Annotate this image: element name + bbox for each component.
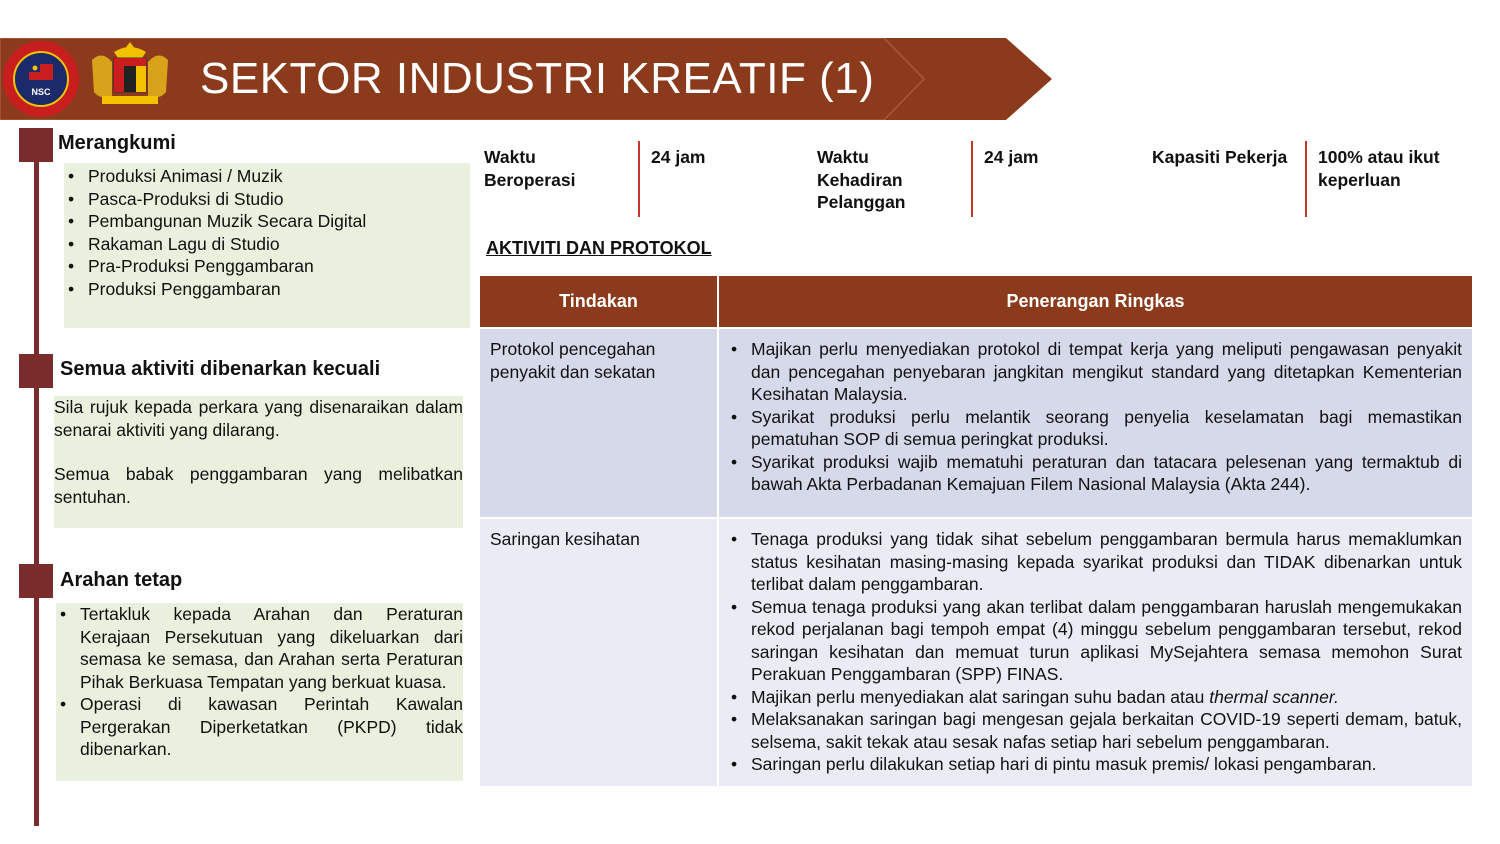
point-text: Majikan perlu menyediakan alat saringan suhu badan atau [751, 686, 1205, 707]
list-item: • Syarikat produksi perlu melantik seorang penyelia keselamatan bagi memastikan pematuhan SOP di semua peringkat produksi. [729, 406, 1462, 451]
page-title: SEKTOR INDUSTRI KREATIF (1) [200, 54, 875, 103]
list-item: • Operasi di kawasan Perintah Kawalan Pergerakan Diperketatkan (PKPD) tidak dibenarkan. [56, 693, 463, 761]
arahan-heading: Arahan tetap [60, 569, 183, 591]
waktu-kehadiran-value: 24 jam [984, 147, 1039, 167]
waktu-operasi-label: Waktu Beroperasi [484, 147, 576, 190]
kapasiti-value: 100% atau ikut keperluan [1318, 147, 1440, 190]
arahan-list [56, 603, 463, 761]
tindakan-cell: Saringan kesihatan [480, 518, 718, 786]
tindakan-cell: Protokol pencegahan penyakit dan sekatan [480, 328, 718, 518]
column-header-penerangan: Penerangan Ringkas [718, 276, 1472, 328]
kecuali-box [54, 396, 463, 528]
nsc-logo-icon [2, 40, 80, 118]
separator [1305, 141, 1307, 217]
aktiviti-title: AKTIVITI DAN PROTOKOL [486, 238, 712, 258]
list-item: • Rakaman Lagu di Studio [64, 233, 470, 256]
kecuali-heading: Semua aktiviti dibenarkan kecuali [60, 358, 381, 380]
coat-of-arms-icon [84, 40, 176, 110]
timeline-marker-kecuali [19, 354, 53, 388]
table-row [480, 328, 1472, 518]
timeline-marker-merangkumi [19, 128, 53, 162]
merangkumi-list [64, 163, 470, 300]
list-item: • Semua tenaga produksi yang akan terlibat dalam penggambaran haruslah mengemukakan rekod perjalanan bagi tempoh empat (4) minggu sebelum penggambaran tersebut, rekod saringan kesihatan dan memuat turun aplikasi MySejahtera semasa memohon Surat Perakuan Penggambaran (SPP) FINAS. [729, 596, 1462, 686]
list-item: • Syarikat produksi wajib mematuhi peraturan dan tatacara pelesenan yang termaktub di bawah Akta Perbadanan Kemajuan Filem Nasional Malaysia (Akta 244). [729, 451, 1462, 496]
merangkumi-box [64, 163, 470, 328]
list-item [729, 686, 1462, 709]
list-item: • Tenaga produksi yang tidak sihat sebelum penggambaran bermula harus memaklumkan status kesihatan masing-masing kepada syarikat produksi dan TIDAK dibenarkan untuk terlibat dalam penggambaran. [729, 528, 1462, 596]
timeline-marker-arahan [19, 564, 53, 598]
list-item: • Majikan perlu menyediakan protokol di tempat kerja yang meliputi pengawasan penyakit dan pencegahan penyebaran jangkitan mengikut standard yang ditetapkan Kementerian Kesihatan Malaysia. [729, 338, 1462, 406]
list-item: • Pasca-Produksi di Studio [64, 188, 470, 211]
aktiviti-table [480, 276, 1472, 786]
list-item: • Pembangunan Muzik Secara Digital [64, 210, 470, 233]
thermal-scanner-text: thermal scanner. [1209, 686, 1339, 707]
kecuali-paragraph-1: Sila rujuk kepada perkara yang disenaraikan dalam senarai aktiviti yang dilarang. [54, 397, 463, 440]
column-header-tindakan: Tindakan [480, 276, 718, 328]
separator [971, 141, 973, 217]
merangkumi-heading: Merangkumi [58, 132, 176, 154]
kecuali-paragraph-2: Semua babak penggambaran yang melibatkan sentuhan. [54, 464, 463, 507]
list-item: • Saringan perlu dilakukan setiap hari di pintu masuk premis/ lokasi pengambaran. [729, 753, 1462, 776]
waktu-operasi-value: 24 jam [651, 147, 706, 167]
svg-text:NSC: NSC [31, 87, 51, 97]
kapasiti-label: Kapasiti Pekerja [1152, 147, 1288, 167]
arahan-box [56, 603, 463, 781]
list-item: • Tertakluk kepada Arahan dan Peraturan Kerajaan Persekutuan yang dikeluarkan dari semasa ke semasa, dan Arahan serta Peraturan Pihak Berkuasa Tempatan yang berkuat kuasa. [56, 603, 463, 693]
penerangan-cell [718, 328, 1472, 518]
penerangan-cell [718, 518, 1472, 786]
list-item: • Produksi Penggambaran [64, 278, 470, 301]
list-item: • Produksi Animasi / Muzik [64, 165, 470, 188]
waktu-kehadiran-label: Waktu Kehadiran Pelanggan [817, 147, 906, 212]
table-row [480, 518, 1472, 786]
separator [638, 141, 640, 217]
list-item: • Melaksanakan saringan bagi mengesan gejala berkaitan COVID-19 seperti demam, batuk, selsema, sakit tekak atau sesak nafas setiap hari sebelum penggambaran. [729, 708, 1462, 753]
list-item: • Pra-Produksi Penggambaran [64, 255, 470, 278]
timeline-line [34, 132, 39, 826]
